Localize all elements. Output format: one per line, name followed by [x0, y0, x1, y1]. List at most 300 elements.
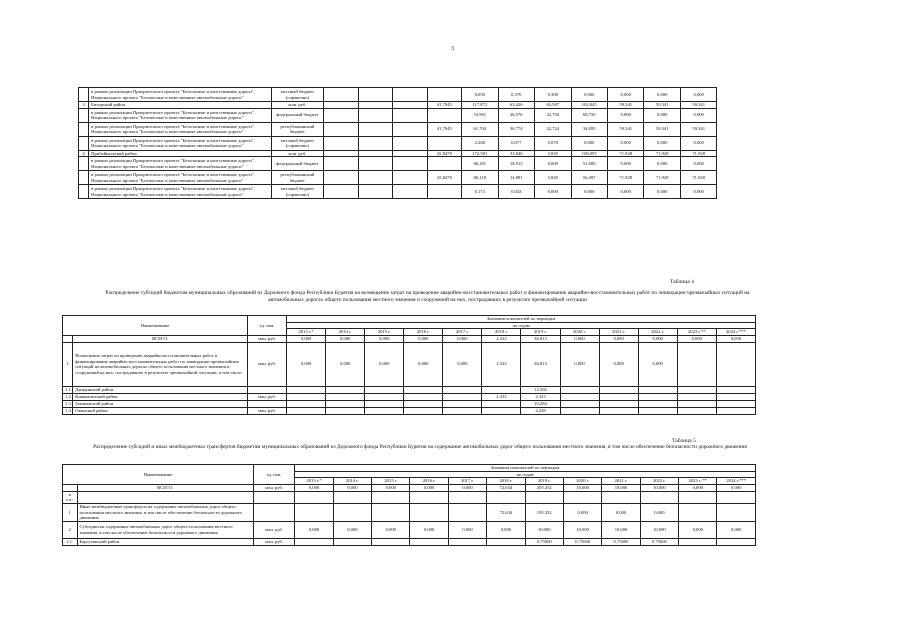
- row-number: 1.3.: [63, 400, 73, 407]
- table-4-header-values: Значения показателей по периодам: [287, 316, 756, 323]
- value-cell: 71,928: [644, 171, 680, 185]
- value-cell: 0,000: [287, 335, 326, 342]
- value-cell: 0,000: [287, 342, 326, 386]
- table-row: [79, 88, 754, 102]
- value-cell: 0,000: [410, 484, 448, 491]
- value-cell: 86,291: [462, 157, 498, 171]
- value-cell: 51,600: [571, 157, 607, 171]
- value-cell: [677, 400, 716, 407]
- value-cell: 0,000: [560, 342, 599, 386]
- value-cell: [358, 150, 392, 157]
- value-cell: [358, 157, 392, 171]
- value-cell: 10,000: [563, 484, 601, 491]
- table-row: [79, 150, 754, 157]
- table-row: [63, 400, 756, 407]
- value-cell: 0,000: [717, 521, 756, 538]
- value-cell: 61,704: [462, 122, 498, 136]
- value-cell: 0,077: [498, 136, 534, 150]
- year-header: 2020 г.: [563, 478, 601, 485]
- value-cell: 0,000: [333, 484, 371, 491]
- row-unit: млн. руб.: [271, 102, 324, 109]
- value-cell: [358, 136, 392, 150]
- value-cell: 0,173: [462, 185, 498, 199]
- value-cell: [443, 386, 482, 393]
- value-cell: [679, 503, 717, 521]
- value-cell: [638, 407, 677, 414]
- value-cell: 0,000: [404, 342, 443, 386]
- value-cell: 0,000: [448, 521, 486, 538]
- value-cell: 71,928: [607, 171, 643, 185]
- value-cell: 10,000: [525, 521, 563, 538]
- value-cell: 63,426: [498, 102, 534, 109]
- value-cell: 0,000: [571, 136, 607, 150]
- value-cell: 59,341: [607, 102, 643, 109]
- value-cell: 0,000: [607, 88, 643, 102]
- value-cell: 0,000: [717, 484, 756, 491]
- value-cell: 14,881: [498, 171, 534, 185]
- value-cell: 0,000: [607, 108, 643, 122]
- table-row: [63, 521, 756, 538]
- value-cell: [427, 88, 461, 102]
- value-cell: [295, 538, 333, 545]
- value-cell: 10,000: [640, 484, 678, 491]
- value-cell: 71,928: [607, 150, 643, 157]
- value-cell: [324, 136, 358, 150]
- value-cell: 0,000: [679, 521, 717, 538]
- value-cell: [393, 171, 427, 185]
- value-cell: 59,341: [680, 102, 716, 109]
- value-cell: [599, 400, 638, 407]
- value-cell: [427, 108, 461, 122]
- value-cell: 205,352: [525, 484, 563, 491]
- value-cell: [358, 122, 392, 136]
- value-cell: [716, 393, 755, 400]
- value-cell: 0,000: [295, 521, 333, 538]
- value-cell: 72,634: [487, 484, 525, 491]
- row-name: в рамках реализации Приоритетного проекта "Безопасные и качественные дороги", Национального проекта "Безопасные и качественные автомобильные дороги": [89, 88, 271, 102]
- table-5-header-by-years: по годам: [295, 471, 756, 478]
- value-cell: [287, 400, 326, 407]
- value-cell: [358, 185, 392, 199]
- table-row: [79, 171, 754, 185]
- value-cell: 10,000: [602, 484, 640, 491]
- value-cell: [482, 400, 521, 407]
- row-name: Баргузинский район: [77, 538, 253, 545]
- value-cell: 5,845: [535, 171, 571, 185]
- value-cell: [393, 88, 427, 102]
- value-cell: [482, 407, 521, 414]
- value-cell: 0,370: [498, 88, 534, 102]
- value-cell: 0,000: [443, 335, 482, 342]
- value-cell: 0,000: [607, 185, 643, 199]
- row-name: в рамках реализации Приоритетного проекта "Безопасные и качественные дороги", Национального проекта "Безопасные и качественные автомобильные дороги": [89, 171, 271, 185]
- value-cell: [358, 108, 392, 122]
- value-cell: 36,813: [521, 342, 560, 386]
- value-cell: 86,118: [462, 171, 498, 185]
- table-5-header-name: Наименование: [63, 465, 254, 485]
- value-cell: [404, 386, 443, 393]
- year-header: 2020 г.: [560, 329, 599, 336]
- value-cell: [599, 407, 638, 414]
- value-cell: [443, 400, 482, 407]
- row-unit: [248, 386, 287, 393]
- table-row: [79, 122, 754, 136]
- value-cell: 65,587: [535, 102, 571, 109]
- row-name: Возмещение затрат на проведение аварийно-восстановительных работ и финансирование аварийно-восстановительных работ по ликвидации чрезвычайных ситуаций на автомобильных дорогах общего пользования местного значения и сооружений на них, пострадавших в результате чрезвычайной ситуации, в том числе:: [73, 342, 248, 386]
- value-cell: [365, 400, 404, 407]
- value-cell: [404, 393, 443, 400]
- row-unit: республиканский бюджет: [271, 122, 324, 136]
- value-cell: [677, 342, 716, 386]
- value-cell: [333, 503, 371, 521]
- row-name: в рамках реализации Приоритетного проекта "Безопасные и качественные дороги", Национального проекта "Безопасные и качественные автомобильные дороги": [89, 136, 271, 150]
- row-number: [79, 185, 89, 199]
- value-cell: 195,352: [525, 503, 563, 521]
- row-name: ВСЕГО:: [73, 335, 248, 342]
- row-unit: млн. руб.: [271, 150, 324, 157]
- value-cell: 26,576: [498, 108, 534, 122]
- value-cell: 0,000: [535, 157, 571, 171]
- value-cell: [679, 538, 717, 545]
- row-unit: местный бюджет (справочно): [271, 88, 324, 102]
- value-cell: [287, 393, 326, 400]
- table-3-body: [79, 88, 754, 199]
- value-cell: 59,341: [644, 102, 680, 109]
- value-cell: [324, 185, 358, 199]
- value-cell: 0,000: [333, 521, 371, 538]
- value-cell: 10,000: [602, 521, 640, 538]
- row-number: [79, 108, 89, 122]
- value-cell: [638, 400, 677, 407]
- year-header: 2019 г.: [525, 478, 563, 485]
- value-cell: [324, 102, 358, 109]
- row-number: [79, 88, 89, 102]
- table-5-header-values: Значения показателей по периодам: [295, 465, 756, 472]
- row-number: 3: [79, 102, 89, 109]
- value-cell: 0,000: [644, 136, 680, 150]
- year-header: 2022 г.: [638, 329, 677, 336]
- row-number: [79, 171, 89, 185]
- value-cell: [599, 393, 638, 400]
- row-unit: млн. руб.: [253, 521, 294, 538]
- row-unit: млн. руб.: [248, 407, 287, 414]
- value-cell: 2,333: [482, 335, 521, 342]
- value-cell: [410, 491, 448, 503]
- table-row: [63, 393, 756, 400]
- table-4-header-by-years: по годам: [287, 322, 756, 329]
- value-cell: 71,928: [644, 150, 680, 157]
- value-cell: 0,000: [644, 185, 680, 199]
- value-cell: 0,000: [563, 503, 601, 521]
- value-cell: 71,928: [680, 171, 716, 185]
- value-cell: 0,75600: [640, 538, 678, 545]
- page-number: 3: [451, 46, 454, 52]
- table-row: [63, 503, 756, 521]
- row-unit: федеральный бюджет: [271, 157, 324, 171]
- value-cell: [358, 102, 392, 109]
- value-cell: [638, 393, 677, 400]
- value-cell: 32,794: [535, 108, 571, 122]
- value-cell: 0,000: [410, 521, 448, 538]
- row-name: в рамках реализации Приоритетного проекта "Безопасные и качественные дороги", Национального проекта "Безопасные и качественные автомобильные дороги": [89, 122, 271, 136]
- row-unit: федеральный бюджет: [271, 108, 324, 122]
- table-3-continuation: [78, 87, 754, 199]
- value-cell: [287, 386, 326, 393]
- value-cell: [638, 386, 677, 393]
- value-cell: [717, 491, 756, 503]
- value-cell: [295, 491, 333, 503]
- value-cell: 0,000: [638, 335, 677, 342]
- value-cell: [358, 171, 392, 185]
- value-cell: 0,000: [443, 342, 482, 386]
- value-cell: [716, 342, 755, 386]
- value-cell: 0,000: [404, 335, 443, 342]
- row-number: 1.4.: [63, 407, 73, 414]
- row-name: в рамках реализации Приоритетного проекта "Безопасные и качественные дороги", Национального проекта "Безопасные и качественные автомобильные дороги": [89, 185, 271, 199]
- value-cell: 10,000: [563, 521, 601, 538]
- value-cell: 0,000: [326, 335, 365, 342]
- year-header: 2021 г.: [602, 478, 640, 485]
- row-unit: [248, 400, 287, 407]
- value-cell: 0,000: [680, 88, 716, 102]
- value-cell: [677, 407, 716, 414]
- value-cell: 0,75600: [602, 538, 640, 545]
- value-cell: 0,000: [326, 342, 365, 386]
- year-header: 2023 г.**: [677, 329, 716, 336]
- value-cell: 41,7945: [427, 102, 461, 109]
- value-cell: 0,000: [716, 335, 755, 342]
- value-cell: [393, 157, 427, 171]
- value-cell: 0,000: [560, 335, 599, 342]
- value-cell: [326, 407, 365, 414]
- value-cell: [677, 386, 716, 393]
- value-cell: 0,000: [680, 108, 716, 122]
- row-name: Прибайкальский район: [89, 150, 271, 157]
- value-cell: 108,097: [571, 150, 607, 157]
- value-cell: [560, 407, 599, 414]
- value-cell: 0,000: [571, 88, 607, 102]
- value-cell: [295, 503, 333, 521]
- year-header: 2021 г.: [599, 329, 638, 336]
- row-number: [79, 157, 89, 171]
- value-cell: [324, 150, 358, 157]
- table-row: [79, 108, 754, 122]
- year-header: 2016 г.: [410, 478, 448, 485]
- value-cell: [560, 393, 599, 400]
- value-cell: 59,341: [680, 122, 716, 136]
- value-cell: 0,070: [535, 136, 571, 150]
- value-cell: [448, 491, 486, 503]
- year-header: 2016 г.: [404, 329, 443, 336]
- value-cell: [326, 393, 365, 400]
- value-cell: 0,000: [640, 503, 678, 521]
- year-header: 2019 г.: [521, 329, 560, 336]
- row-name: в рамках реализации Приоритетного проекта "Безопасные и качественные дороги", Национального проекта "Безопасные и качественные автомобильные дороги": [89, 108, 271, 122]
- row-unit: республиканский бюджет: [271, 171, 324, 185]
- row-unit: млн. руб.: [253, 484, 294, 491]
- value-cell: [372, 538, 410, 545]
- value-cell: [333, 491, 371, 503]
- value-cell: [365, 393, 404, 400]
- value-cell: 0,000: [644, 157, 680, 171]
- row-number: в т.ч.:: [63, 491, 78, 503]
- row-number: 1: [63, 342, 73, 386]
- row-name: Окинский район: [73, 407, 248, 414]
- value-cell: [443, 407, 482, 414]
- row-number: 1.1.: [63, 386, 73, 393]
- value-cell: 56,497: [571, 171, 607, 185]
- row-number: 1.2.: [63, 393, 73, 400]
- row-name: Кижингинский район: [73, 393, 248, 400]
- value-cell: [410, 503, 448, 521]
- value-cell: 5,845: [535, 150, 571, 157]
- year-header: 2013 г.*: [295, 478, 333, 485]
- table-row: [79, 102, 754, 109]
- value-cell: 0,000: [607, 136, 643, 150]
- table-row: [63, 484, 756, 491]
- table-row: [63, 386, 756, 393]
- value-cell: [393, 185, 427, 199]
- value-cell: 2,268: [462, 136, 498, 150]
- value-cell: [717, 503, 756, 521]
- row-unit: млн. руб.: [248, 342, 287, 386]
- value-cell: [324, 171, 358, 185]
- value-cell: 0,000: [644, 88, 680, 102]
- value-cell: [717, 538, 756, 545]
- value-cell: [525, 491, 563, 503]
- value-cell: 59,341: [644, 122, 680, 136]
- table-4: [62, 315, 756, 415]
- row-unit: [253, 491, 294, 503]
- value-cell: 0,050: [462, 88, 498, 102]
- value-cell: [393, 108, 427, 122]
- year-header: 2015 г.: [365, 329, 404, 336]
- value-cell: 0,000: [599, 342, 638, 386]
- table-row: [63, 538, 756, 545]
- value-cell: [324, 122, 358, 136]
- value-cell: 0,000: [680, 136, 716, 150]
- year-header: 2018 г.: [482, 329, 521, 336]
- value-cell: [487, 491, 525, 503]
- value-cell: [324, 88, 358, 102]
- value-cell: 2,333: [482, 393, 521, 400]
- table-row: [79, 157, 754, 171]
- value-cell: [372, 491, 410, 503]
- value-cell: [427, 157, 461, 171]
- value-cell: 0,000: [680, 185, 716, 199]
- table-row: [79, 136, 754, 150]
- table-5-body: [63, 484, 756, 545]
- value-cell: 2,333: [521, 393, 560, 400]
- row-name: Закаменский район: [73, 400, 248, 407]
- value-cell: 0,000: [372, 521, 410, 538]
- value-cell: [560, 400, 599, 407]
- value-cell: [679, 491, 717, 503]
- row-unit: млн. руб.: [248, 393, 287, 400]
- year-header: 2014 г.: [326, 329, 365, 336]
- value-cell: [365, 407, 404, 414]
- row-number: [79, 122, 89, 136]
- value-cell: 0,043: [498, 185, 534, 199]
- table-4-label: Таблица 4: [670, 279, 694, 285]
- value-cell: [393, 122, 427, 136]
- value-cell: 10,284: [521, 400, 560, 407]
- value-cell: [716, 407, 755, 414]
- value-cell: [443, 393, 482, 400]
- table-4-body: [63, 335, 756, 414]
- row-number: [63, 484, 78, 491]
- value-cell: [333, 538, 371, 545]
- value-cell: [404, 407, 443, 414]
- value-cell: 0,000: [535, 185, 571, 199]
- value-cell: 0,000: [677, 335, 716, 342]
- value-cell: [599, 386, 638, 393]
- row-unit: млн. руб.: [248, 335, 287, 342]
- value-cell: 0,000: [448, 484, 486, 491]
- value-cell: 34,095: [571, 122, 607, 136]
- value-cell: [324, 157, 358, 171]
- value-cell: [358, 88, 392, 102]
- value-cell: 25,8478: [427, 150, 461, 157]
- table-row: [63, 342, 756, 386]
- year-header: 2017 г.: [448, 478, 486, 485]
- value-cell: [716, 386, 755, 393]
- row-number: 2: [63, 521, 78, 538]
- value-cell: [404, 400, 443, 407]
- value-cell: [372, 503, 410, 521]
- year-header: 2024 г.***: [716, 329, 755, 336]
- year-header: 2017 г.: [443, 329, 482, 336]
- year-header: 2022 г.: [640, 478, 678, 485]
- row-name: [77, 491, 253, 503]
- value-cell: [393, 136, 427, 150]
- value-cell: 71,928: [680, 150, 716, 157]
- value-cell: [326, 400, 365, 407]
- value-cell: 0,75600: [525, 538, 563, 545]
- row-unit: млн. руб.: [253, 538, 294, 545]
- value-cell: 0,000: [365, 342, 404, 386]
- value-cell: [324, 108, 358, 122]
- value-cell: [563, 491, 601, 503]
- row-unit: местный бюджет (справочно): [271, 136, 324, 150]
- row-name: Джидинский район: [73, 386, 248, 393]
- row-unit: [253, 503, 294, 521]
- value-cell: 33,840: [498, 150, 534, 157]
- value-cell: 4,238: [521, 407, 560, 414]
- value-cell: [393, 102, 427, 109]
- value-cell: 172,581: [462, 150, 498, 157]
- row-number: [79, 136, 89, 150]
- value-cell: [677, 393, 716, 400]
- value-cell: 0,000: [599, 335, 638, 342]
- table-5: [62, 464, 756, 546]
- value-cell: 32,724: [535, 122, 571, 136]
- value-cell: [427, 136, 461, 150]
- value-cell: [427, 185, 461, 199]
- table-row: [79, 185, 754, 199]
- value-cell: 36,774: [498, 122, 534, 136]
- value-cell: 0,000: [638, 342, 677, 386]
- value-cell: [410, 538, 448, 545]
- value-cell: [448, 538, 486, 545]
- table-row: [63, 407, 756, 414]
- value-cell: [448, 503, 486, 521]
- table-5-header-unit: ед. изм.: [253, 465, 294, 485]
- table-5-label: Таблица 5: [672, 438, 696, 444]
- value-cell: 0,000: [571, 185, 607, 199]
- year-header: 2024 г.***: [717, 478, 756, 485]
- value-cell: 0,75600: [563, 538, 601, 545]
